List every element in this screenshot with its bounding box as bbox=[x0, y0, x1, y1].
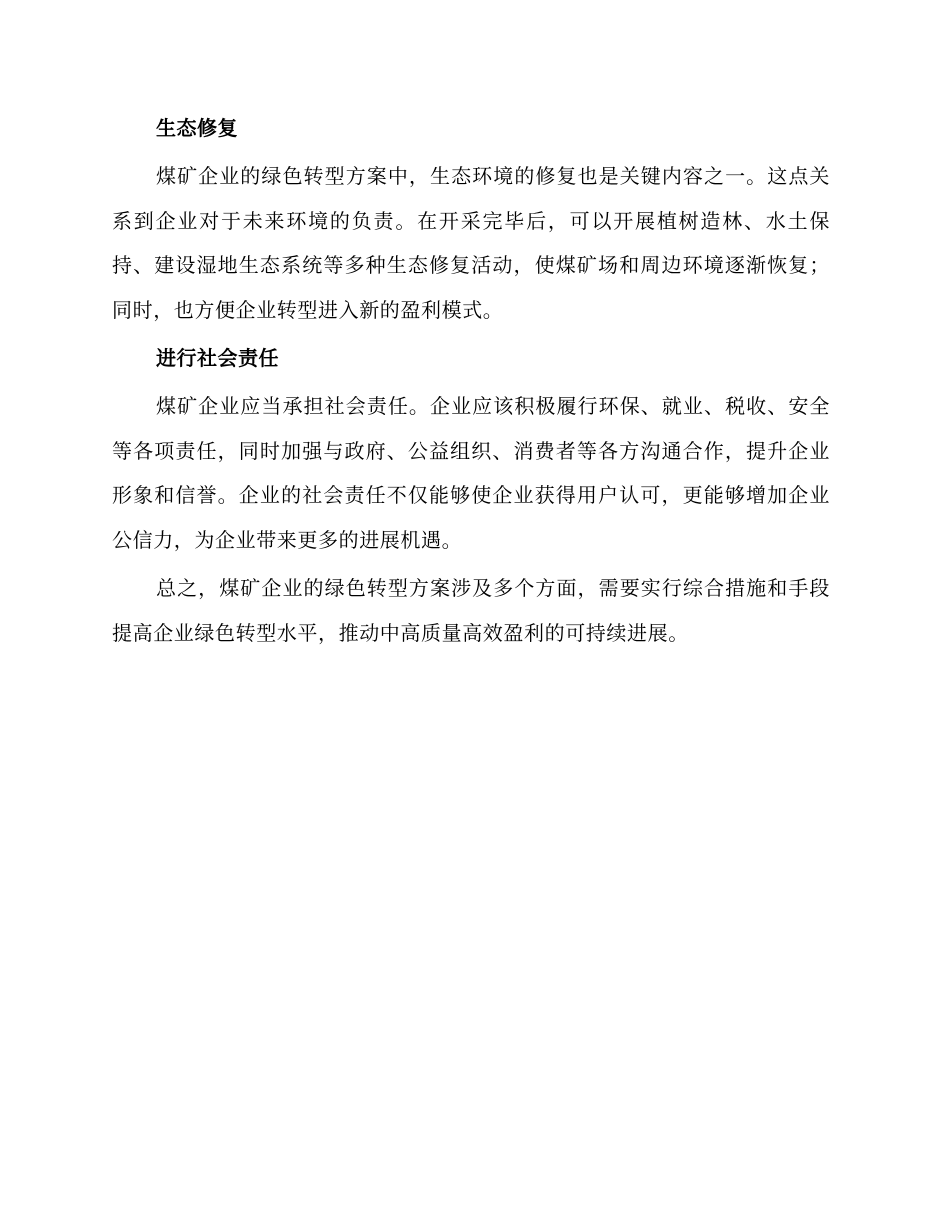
section-paragraph-social-responsibility: 煤矿企业应当承担社会责任。企业应该积极履行环保、就业、税收、安全等各项责任，同时加强与政府、公益组织、消费者等各方沟通合作，提升企业形象和信誉。企业的社会责任不仅能够使企业获得用户认可，更能够增加企业公信力，为企业带来更多的进展机遇。 bbox=[112, 394, 830, 552]
conclusion-paragraph: 总之，煤矿企业的绿色转型方案涉及多个方面，需要实行综合措施和手段提高企业绿色转型水平，推动中高质量高效盈利的可持续进展。 bbox=[112, 576, 830, 645]
section-paragraph-ecological-restoration: 煤矿企业的绿色转型方案中，生态环境的修复也是关键内容之一。这点关系到企业对于未来环境的负责。在开采完毕后，可以开展植树造林、水土保持、建设湿地生态系统等多种生态修复活动，使煤矿场和周边环境逐渐恢复；同时，也方便企业转型进入新的盈利模式。 bbox=[112, 164, 830, 322]
section-heading-ecological-restoration: 生态修复 bbox=[156, 116, 238, 140]
document-page bbox=[112, 106, 830, 659]
section-heading-social-responsibility: 进行社会责任 bbox=[156, 346, 279, 370]
